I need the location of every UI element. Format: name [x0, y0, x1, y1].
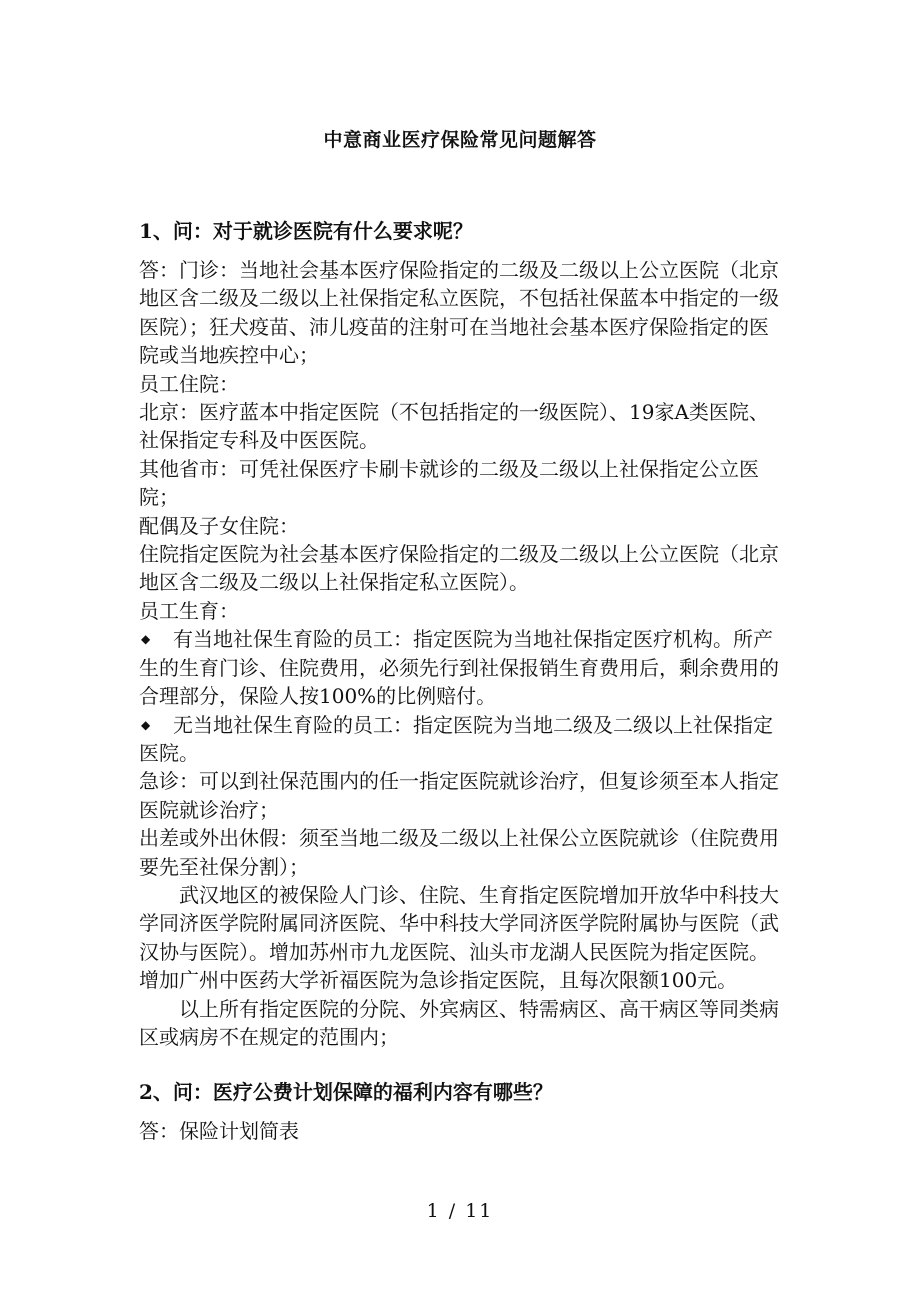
- page-number: 1 / 11: [426, 1200, 494, 1222]
- question-1-heading: 1、问：对于就诊医院有什么要求呢？: [139, 219, 473, 243]
- business-trip-paragraph: 出差或外出休假：须至当地二级及二级以上社保公立医院就诊（住院费用要先至社保分割）；: [139, 826, 779, 879]
- answer-plan-summary: 答：保险计划简表: [139, 1119, 299, 1144]
- document-title: 中意商业医疗保险常见问题解答: [323, 129, 597, 151]
- answer-outpatient: 答：门诊：当地社会基本医疗保险指定的二级及二级以上公立医院（北京地区含二级及二级以上社保指定私立医院，不包括社保蓝本中指定的一级医院）；狂犬疫苗、沛儿疫苗的注射可在当地社会基本医疗保险指定的医院或当地疾控中心；: [139, 258, 779, 368]
- maternity-bullet-uninsured: [139, 711, 781, 768]
- question-2-heading: 2、问：医疗公费计划保障的福利内容有哪些？: [139, 1080, 553, 1105]
- diamond-bullet-icon: ◆: [141, 717, 151, 732]
- bullet-text: 有当地社保生育险的员工：指定医院为当地社保指定医疗机构。所产生的生育门诊、住院费用，必须先行到社保报销生育费用后，剩余费用的合理部分，保险人按100%的比例赔付。: [139, 627, 779, 709]
- maternity-label: 员工生育：: [139, 598, 239, 623]
- employee-inpatient-label: 员工住院：: [139, 371, 239, 396]
- wuhan-paragraph: 武汉地区的被保险人门诊、住院、生育指定医院增加开放华中科技大学同济医学院附属同济医院、华中科技大学同济医学院附属协与医院（武汉协与医院）。增加苏州市九龙医院、汕头市龙湖人民医院为指定医院。增加广州中医药大学祈福医院为急诊指定医院，且每次限额100元。: [139, 882, 779, 993]
- diamond-bullet-icon: ◆: [141, 632, 151, 647]
- exclusion-paragraph: 以上所有指定医院的分院、外宾病区、特需病区、高干病区等同类病区或病房不在规定的范围内；: [139, 996, 779, 1049]
- maternity-bullet-insured: [139, 625, 781, 710]
- bullet-text: 无当地社保生育险的员工：指定医院为当地二级及二级以上社保指定医院。: [139, 712, 773, 765]
- beijing-paragraph: 北京：医疗蓝本中指定医院（不包括指定的一级医院）、19家A类医院、社保指定专科及中医医院。: [139, 400, 769, 453]
- emergency-paragraph: 急诊：可以到社保范围内的任一指定医院就诊治疗，但复诊须至本人指定医院就诊治疗；: [139, 769, 779, 822]
- other-cities-paragraph: 其他省市：可凭社保医疗卡刷卡就诊的二级及二级以上社保指定公立医院；: [139, 456, 759, 510]
- spouse-children-paragraph: 住院指定医院为社会基本医疗保险指定的二级及二级以上公立医院（北京地区含二级及二级以上社保指定私立医院）。: [139, 542, 779, 595]
- document-body: [139, 216, 781, 1146]
- spouse-children-label: 配偶及子女住院：: [139, 513, 299, 538]
